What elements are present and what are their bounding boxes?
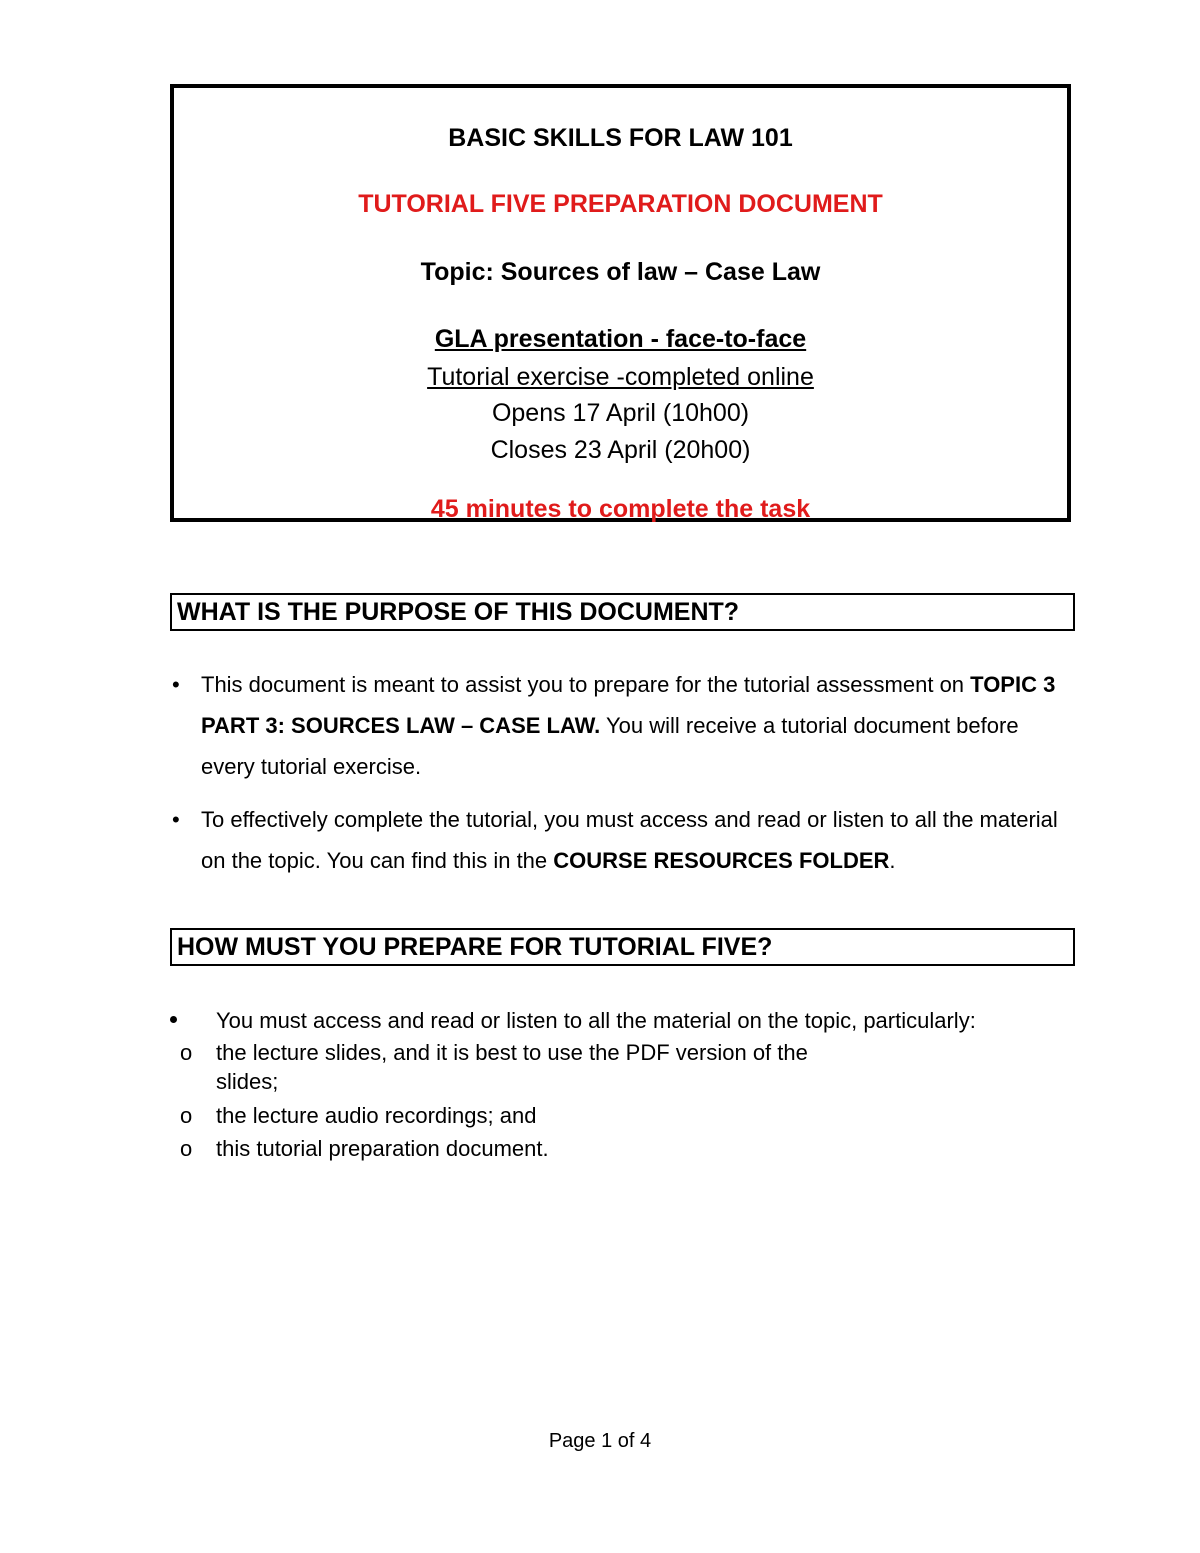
duration-line: 45 minutes to complete the task	[430, 495, 811, 523]
exercise-line: Tutorial exercise -completed online	[427, 363, 814, 391]
prepare-intro: You must access and read or listen to all the material on the topic, particularly:	[216, 1008, 976, 1033]
sub-bullet-marker: o	[180, 1103, 193, 1128]
list-item-document: this tutorial preparation document.	[216, 1136, 549, 1161]
opens-line: Opens 17 April (10h00)	[491, 399, 750, 427]
text-run: To effectively complete the tutorial, you must access and read or listen to all the material on the topic. You can find this in the	[201, 807, 1058, 873]
bullet-marker: •	[172, 672, 180, 697]
list-item-slides-cont: slides;	[216, 1069, 279, 1094]
list-item-slides: the lecture slides, and it is best to use the PDF version of the	[216, 1040, 808, 1065]
list-item-audio: the lecture audio recordings; and	[216, 1103, 537, 1128]
topic-line: Topic: Sources of law – Case Law	[420, 258, 821, 286]
course-title: BASIC SKILLS FOR LAW 101	[448, 124, 793, 152]
presentation-line: GLA presentation - face-to-face	[434, 325, 807, 353]
sub-bullet-marker: o	[180, 1136, 193, 1161]
text-run: You will receive a tutorial document before every tutorial exercise.	[201, 713, 1019, 779]
bullet-marker: •	[172, 807, 180, 832]
bold-text-run: TOPIC 3 PART 3: SOURCES LAW – CASE LAW.	[201, 672, 1056, 738]
bold-text-run: COURSE RESOURCES FOLDER	[553, 848, 890, 873]
purpose-paragraph-1	[201, 664, 1071, 787]
section-heading-prepare: HOW MUST YOU PREPARE FOR TUTORIAL FIVE?	[170, 928, 1075, 966]
section-heading-purpose: WHAT IS THE PURPOSE OF THIS DOCUMENT?	[170, 593, 1075, 631]
text-run: .	[889, 848, 896, 873]
page-number: Page 1 of 4	[548, 1430, 652, 1452]
text-run: This document is meant to assist you to prepare for the tutorial assessment on	[201, 672, 971, 697]
bullet-dot	[170, 1016, 177, 1023]
document-title: TUTORIAL FIVE PREPARATION DOCUMENT	[358, 190, 883, 218]
closes-line: Closes 23 April (20h00)	[490, 436, 751, 464]
sub-bullet-marker: o	[180, 1040, 193, 1065]
purpose-paragraph-2	[201, 799, 1071, 881]
title-box	[170, 84, 1071, 522]
